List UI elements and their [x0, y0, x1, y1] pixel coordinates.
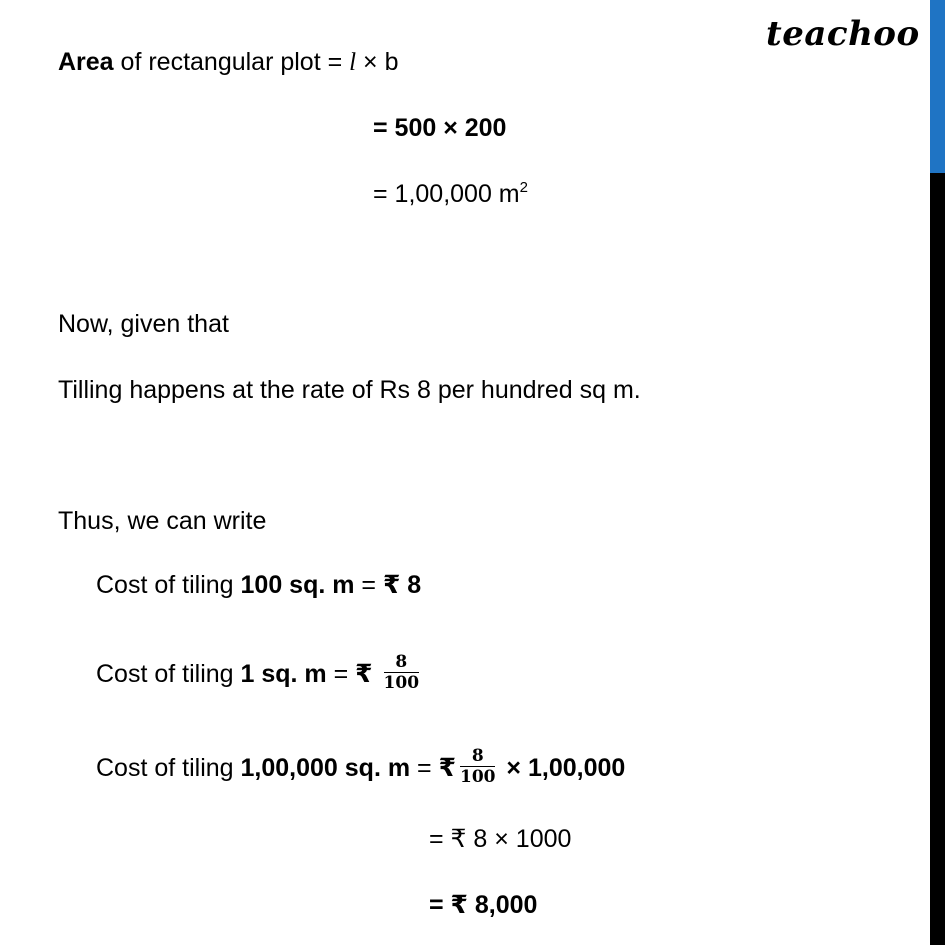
cost-line-2-bold: 1 sq. m [240, 660, 327, 689]
cost-line-2 [96, 652, 423, 695]
cost-line-2-rupee: ₹ [355, 660, 373, 689]
cost-line-2-prefix: Cost of tiling [96, 660, 241, 689]
cost-step-5-text: = ₹ 8,000 [429, 891, 538, 919]
cost-line-2-fraction [384, 653, 420, 692]
cost-line-1-eq: = [354, 571, 383, 599]
length-symbol: l [349, 49, 357, 76]
area-label-rest: of rectangular plot = [113, 48, 350, 76]
given-rate: Tilling happens at the rate of Rs 8 per hundred sq m. [58, 376, 641, 404]
cost-line-3 [96, 746, 626, 789]
fraction-denominator: 100 [383, 673, 420, 693]
area-step-2-text: = 1,00,000 m [373, 180, 520, 208]
area-line [58, 47, 399, 78]
given-intro: Now, given that [58, 310, 229, 338]
cost-line-1 [96, 570, 421, 600]
fraction-denominator: 100 [459, 767, 496, 787]
cost-line-1-bold: 100 sq. m [240, 571, 355, 599]
teachoo-logo: teachoo [766, 14, 920, 54]
cost-intro: Thus, we can write [58, 507, 267, 535]
cost-step-5 [429, 890, 537, 920]
cost-line-1-prefix: Cost of tiling [96, 571, 241, 599]
fraction-numerator: 8 [460, 747, 496, 767]
cost-step-4: = ₹ 8 × 1000 [429, 825, 572, 853]
cost-line-3-prefix: Cost of tiling [96, 754, 241, 783]
area-step-2-sup: 2 [519, 179, 528, 196]
area-step-2 [373, 179, 528, 209]
cost-line-3-bold: 1,00,000 sq. m [240, 754, 411, 783]
fraction-numerator: 8 [384, 653, 420, 673]
cost-line-2-eq: = [326, 660, 356, 689]
area-step-1 [373, 113, 506, 143]
area-label: Area [58, 48, 114, 76]
cost-line-1-value: ₹ 8 [382, 571, 422, 599]
times-b: × b [356, 48, 399, 76]
sidebar-accent [930, 0, 945, 173]
cost-line-3-suffix: × 1,00,000 [499, 754, 626, 783]
area-step-1-text: = 500 × 200 [373, 114, 507, 142]
cost-line-3-fraction [460, 747, 496, 786]
cost-line-3-rupee: ₹ [438, 754, 456, 783]
cost-line-3-eq: = [410, 754, 439, 783]
